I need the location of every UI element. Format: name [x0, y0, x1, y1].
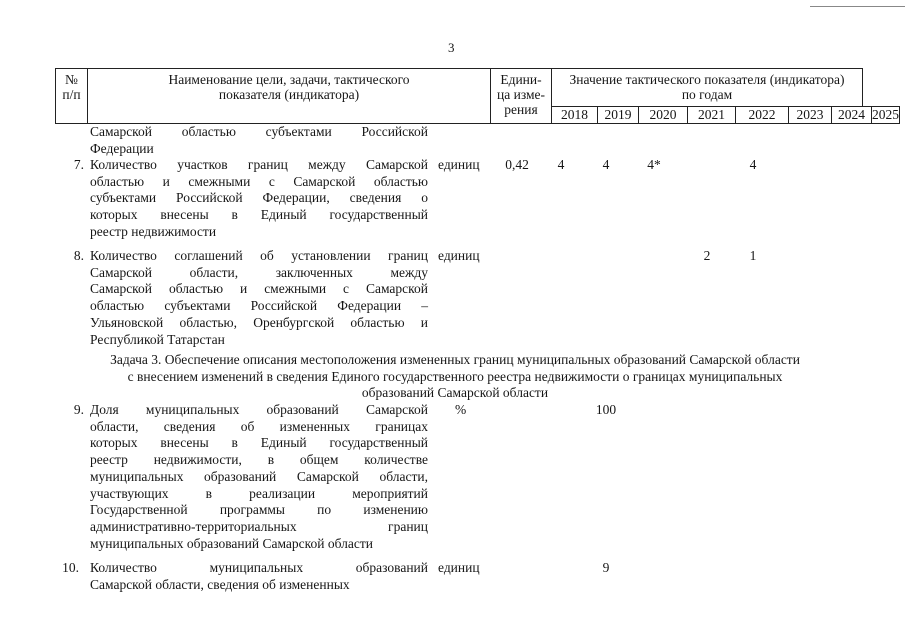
row-value-2023: 4 [749, 157, 757, 172]
page-number: 3 [448, 40, 455, 55]
row-9-name-line: области, сведения об измененных границах [90, 418, 428, 434]
continuation-line: Самарской областью субъектами Российской [90, 124, 428, 139]
header-year-2021: 2021 [687, 106, 736, 124]
row-8-name-line: Самарской областью и смежными с Самарской [90, 281, 428, 297]
task-3-line: с внесением изменений в сведения Единого государственного реестра недвижимости о границах муниципальных [127, 368, 783, 384]
row-9-name-line: административно-территориальных границ [90, 518, 428, 534]
row-value-2022: 2 [703, 248, 711, 263]
row-9-name-line: муниципальных образований Самарской области, [90, 468, 428, 484]
header-year-2022: 2022 [735, 106, 789, 124]
scan-edge-line [810, 6, 905, 7]
row-number: 7. [73, 157, 84, 172]
row-9-name-line: Государственной программы по изменению [90, 502, 428, 518]
row-9-name-line: Доля муниципальных образований Самарской [90, 402, 428, 417]
row-7-name-line: субъектами Российской Федерации, сведения о [90, 190, 428, 206]
row-8-name-line: областью субъектами Российской Федерации – [90, 298, 428, 314]
row-unit: единиц [438, 560, 480, 575]
row-7-name-line: Количество участков границ между Самарской [90, 157, 428, 172]
row-value-2020: 4 [602, 157, 610, 172]
row-9-name-line: которых внесены в Единый государственный [90, 435, 428, 451]
header-year-2019: 2019 [597, 106, 639, 124]
row-value-2019: 4 [557, 157, 565, 172]
row-7-name-line: областью и смежными с Самарской областью [90, 173, 428, 189]
header-name-col: Наименование цели, задачи, тактического показателя (индикатора) [87, 68, 491, 124]
row-8-name-line: Самарской области, заключенных между [90, 264, 428, 280]
row-value-2018: 0,42 [505, 157, 529, 172]
row-unit: единиц [438, 157, 480, 172]
header-values-col: Значение тактического показателя (индикатора) по годам [551, 68, 863, 107]
row-8-name-line: Ульяновской областью, Оренбургской областью и [90, 314, 428, 330]
row-7-name-line: реестр недвижимости [90, 223, 217, 239]
row-10-name-line: Самарской области, сведения об измененных [90, 576, 350, 592]
row-value-2023: 1 [749, 248, 757, 263]
row-unit: % [455, 402, 467, 417]
row-7-name-line: которых внесены в Единый государственный [90, 207, 428, 223]
row-8-name-line: Республикой Татарстан [90, 331, 225, 347]
row-9-name-line: участвующих в реализации мероприятий [90, 485, 428, 501]
row-9-name-line: реестр недвижимости, в общем количестве [90, 452, 428, 468]
header-year-2018: 2018 [551, 106, 598, 124]
header-year-2023: 2023 [788, 106, 832, 124]
row-value-2020: 100 [595, 402, 617, 417]
row-10-name-line: Количество муниципальных образований [90, 560, 428, 575]
header-num-col: № п/п [55, 68, 88, 124]
table-header [55, 68, 899, 124]
row-8-name-line: Количество соглашений об установлении границ [90, 248, 428, 263]
header-year-2020: 2020 [638, 106, 688, 124]
row-value-2020: 9 [602, 560, 610, 575]
header-year-2024: 2024 [831, 106, 872, 124]
continuation-line: Федерации [90, 140, 154, 156]
header-year-2025: 2025 [872, 107, 899, 122]
row-9-name-line: муниципальных образований Самарской области [90, 535, 373, 551]
task-3-line: Задача 3. Обеспечение описания местоположения измененных границ муниципальных образований Самарской области [110, 352, 800, 367]
row-number: 10. [62, 560, 79, 575]
header-unit-col: Едини- ца изме- рения [490, 68, 552, 124]
task-3-line: образований Самарской области [361, 385, 549, 401]
row-number: 8. [73, 248, 84, 263]
row-value-2021: 4* [647, 157, 661, 172]
row-number: 9. [73, 402, 84, 417]
row-unit: единиц [438, 248, 480, 263]
